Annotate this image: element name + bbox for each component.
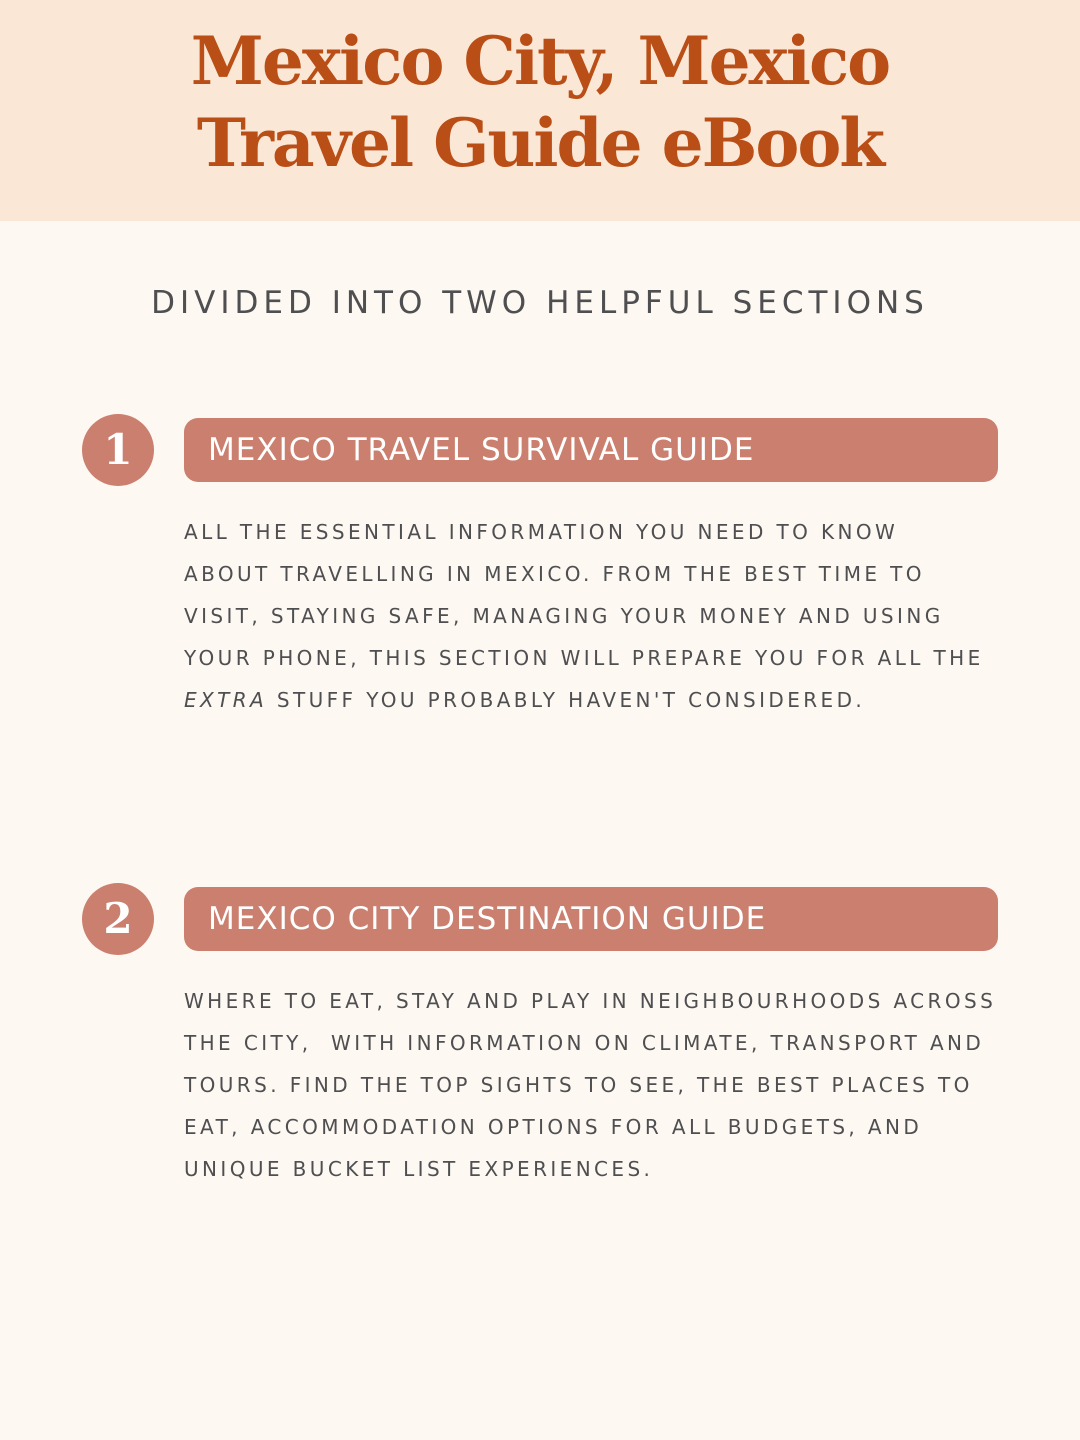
section-1-description	[184, 511, 1014, 721]
section-2-title-bar: MEXICO CITY DESTINATION GUIDE	[184, 887, 998, 951]
section-2-line-3: TOURS. FIND THE TOP SIGHTS TO SEE, THE BEST PLACES TO	[184, 1073, 973, 1097]
section-2-line-4: EAT, ACCOMMODATION OPTIONS FOR ALL BUDGETS, AND	[184, 1115, 923, 1139]
section-2-line-2: THE CITY, WITH INFORMATION ON CLIMATE, TRANSPORT AND	[184, 1031, 985, 1055]
section-1-number-badge: 1	[82, 414, 154, 486]
section-1-line-5	[184, 679, 1014, 721]
page-title-line-1: Mexico City, Mexico	[190, 22, 890, 100]
section-2-number-badge: 2	[82, 883, 154, 955]
section-1-line-5-rest: STUFF YOU PROBABLY HAVEN'T CONSIDERED.	[267, 688, 866, 712]
section-1-line-4: YOUR PHONE, THIS SECTION WILL PREPARE YOU FOR ALL THE	[184, 646, 984, 670]
section-1-emphasis: EXTRA	[184, 688, 268, 712]
section-1-line-1: ALL THE ESSENTIAL INFORMATION YOU NEED TO KNOW	[184, 520, 899, 544]
section-2-description	[184, 980, 1014, 1190]
section-1-line-2: ABOUT TRAVELLING IN MEXICO. FROM THE BEST TIME TO	[184, 562, 925, 586]
section-2-line-5: UNIQUE BUCKET LIST EXPERIENCES.	[184, 1157, 654, 1181]
header-banner	[0, 0, 1080, 221]
section-1-title-bar: MEXICO TRAVEL SURVIVAL GUIDE	[184, 418, 998, 482]
section-1-line-3: VISIT, STAYING SAFE, MANAGING YOUR MONEY AND USING	[184, 604, 944, 628]
section-2-line-1: WHERE TO EAT, STAY AND PLAY IN NEIGHBOURHOODS ACROSS	[184, 989, 997, 1013]
page-title-line-2: Travel Guide eBook	[196, 104, 884, 182]
subtitle: DIVIDED INTO TWO HELPFUL SECTIONS	[151, 285, 929, 321]
